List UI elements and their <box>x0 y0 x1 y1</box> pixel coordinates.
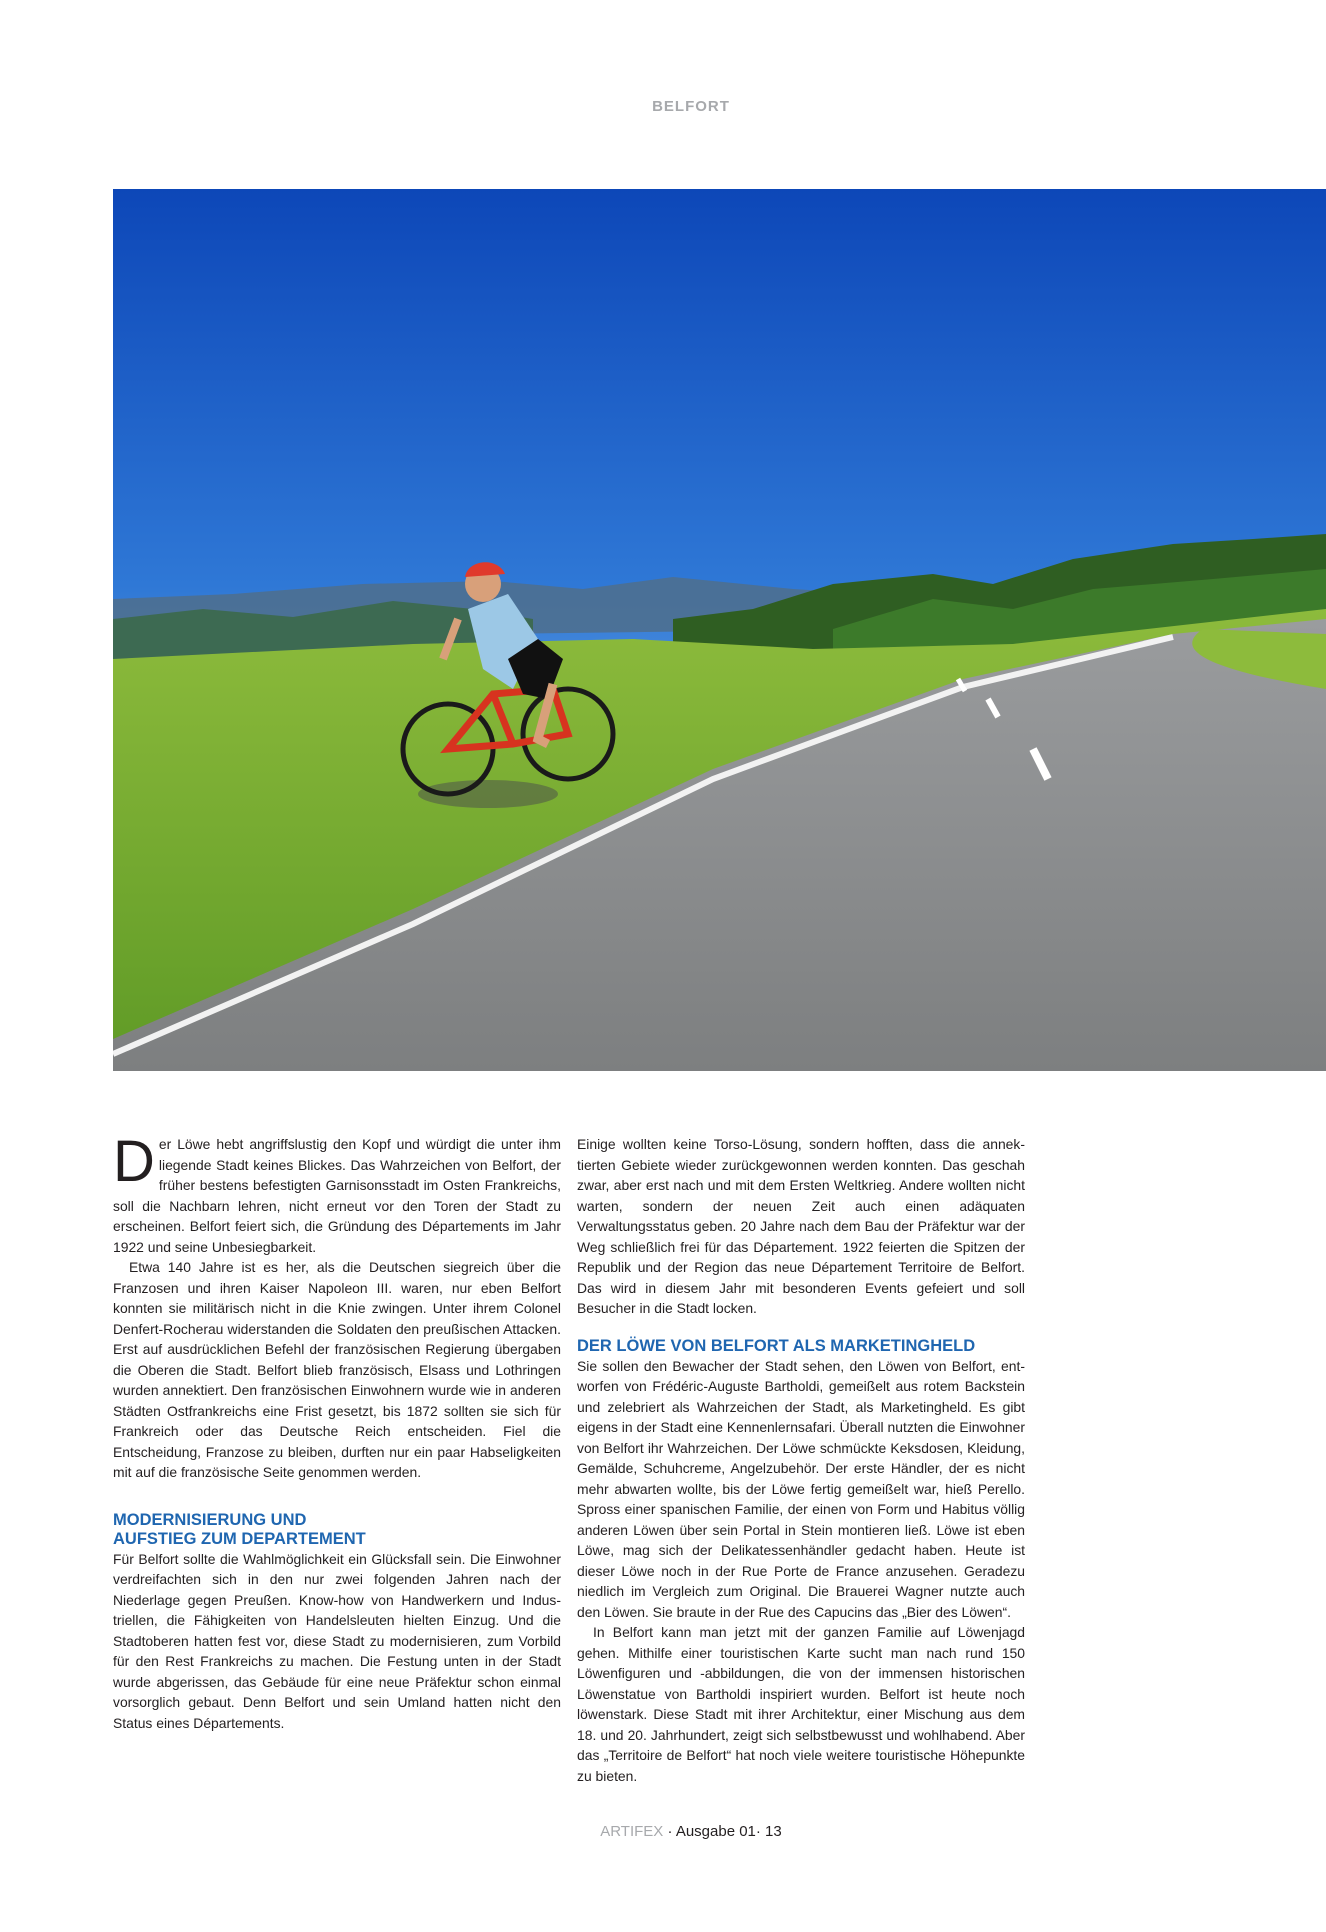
paragraph-text: er Löwe hebt angriffslustig den Kopf und würdigt die unter ihm liegende Stadt keines Blickes. Das Wahrzeichen von Belfort, der früher bestens befestigten Garnisonsstadt im Osten Frankreichs, soll die Nachbarn lehren, nicht erneut vor den Toren der Stadt zu erscheinen. Belfort feiert sich, die Gründung des Départements im Jahr 1922 und seine Unbesiegbarkeit. <box>113 1136 561 1255</box>
article-column-right <box>577 1134 1025 1786</box>
paragraph: Für Belfort sollte die Wahlmöglichkeit ein Glücksfall sein. Die Einwohner verdreifachten sich in den nur zwei folgenden Jahren nach der Niederlage gegen Preußen. Know-how von Handwerkern und Industriellen, die Fähigkeiten von Handelsleuten hielten Einzug. Und die Stadtoberen hatten fest vor, diese Stadt zu modernisieren, zum Vorbild für den Rest Frankreichs zu machen. Die Festung unten in der Stadt wurde abgerissen, das Gebäude für eine neue Präfektur schon einmal vorsorglich gebaut. Denn Belfort und sein Umland hatten nicht den Status eines Départements. <box>113 1550 561 1731</box>
hero-photo <box>113 189 1326 1071</box>
paragraph: Sie sollen den Bewacher der Stadt sehen, den Löwen von Belfort, entworfen von Frédéric-Auguste Bartholdi, gemeißelt aus rotem Backstein und zelebriert als Wahrzeichen der Stadt, als Marketingheld. Es gibt eigens in der Stadt eine Kennenlernsafari. Überall nutzten die Einwohner von Belfort ihr Wahrzeichen. Der Löwe schmückte Keksdosen, Kleidung, Gemälde, Schuhcreme, Angelzubehör. Der erste Händler, der es nicht mehr abwarten wollte, bis der Löwe fertig gemeißelt war, hieß Perello. Spross einer spanischen Familie, der einen von Form und Habitus völlig anderen Löwen über sein Portal in Stein montieren ließ. Löwe ist eben Löwe, mag sich der Delikatessenhändler gedacht haben. Heute ist dieser Löwe noch in der Rue Porte de France anzusehen. Geradezu niedlich im Vergleich zum Original. Die Brauerei Wagner nutzte auch den Löwen. Sie braute in der Rue des Capucins das „Bier des Löwen“. <box>577 1357 1025 1620</box>
running-head: BELFORT <box>652 98 730 115</box>
drop-cap: D <box>113 1129 155 1194</box>
paragraph: In Belfort kann man jetzt mit der ganzen Familie auf Löwenjagd gehen. Mithilfe einer touristischen Karte sucht man nach rund 150 Löwenfiguren und -abbildungen, die von der immensen historischen Löwenstatue von Bartholdi inspiriert wurden. Belfort ist heute noch löwenstark. Diese Stadt mit ihrer Architektur, einer Mischung aus dem 18. und 20. Jahrhundert, zeigt sich selbstbewusst und wohlhabend. Aber das „Territoire de Belfort“ hat noch viele weitere touristische Höhepunkte zu bieten. <box>577 1624 1025 1784</box>
paragraph: Einige wollten keine Torso-Lösung, sondern hofften, dass die annektierten Gebiete wieder zurückgewonnen werden konnten. Das geschah zwar, aber erst nach und mit dem Ersten Weltkrieg. Andere wollten nicht warten, sondern der neuen Zeit auch einen adäquaten Verwaltungsstatus geben. 20 Jahre nach dem Bau der Präfektur war der Weg schließlich frei für das Département. 1922 feierten die Spitzen der Republik und der Region das neue Département Territoire de Belfort. Das wird in diesem Jahr mit besonderen Events gefeiert und soll Besucher in die Stadt locken. <box>577 1136 1025 1316</box>
lead-paragraph <box>113 1129 561 1257</box>
heading-line: AUFSTIEG ZUM DEPARTEMENT <box>113 1529 366 1548</box>
issue-number: · Ausgabe 01· 13 <box>667 1823 782 1840</box>
magazine-name: ARTIFEX <box>600 1823 664 1840</box>
section-heading <box>113 1511 561 1549</box>
heading-line: MODERNISIERUNG UND <box>113 1510 307 1529</box>
road-cyclist-on-mountain-road-icon <box>113 189 1326 1071</box>
paragraph: Etwa 140 Jahre ist es her, als die Deutschen siegreich über die Franzosen und ihren Kaiser Napoleon III. waren, nur eben Belfort konnten sie militärisch nicht in die Knie zwingen. Unter ihrem Colonel Denfert-Rocherau widerstanden die Soldaten den preußischen Attacken. Erst auf ausdrücklichen Befehl der französischen Regierung übergaben die Oberen die Stadt. Belfort blieb französisch, Elsass und Lothringen wurden annektiert. Den französischen Einwohnern wurde wie in anderen Städten Ostfrankreichs eine Frist gesetzt, bis 1872 sollten sie sich für Frankreich oder das Deutsche Reich entscheiden. Fiel die Entscheidung, Franzose zu bleiben, durften nur ein paar Habseligkeiten mit auf die französische Seite genommen werden. <box>113 1259 561 1480</box>
section-heading: DER LÖWE VON BELFORT ALS MARKETINGHELD <box>577 1336 976 1355</box>
page-footer <box>0 1823 1326 1840</box>
article-column-left <box>113 1129 561 1733</box>
